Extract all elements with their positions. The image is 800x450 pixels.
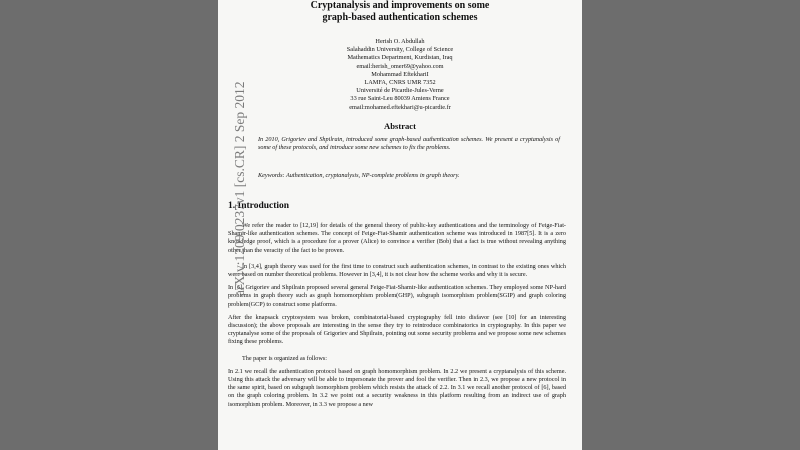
body-text [228,222,566,414]
author-email: email:herish_omer69@yahoo.com [356,62,444,70]
section-heading: 1. Introduction [228,201,290,211]
abstract-heading: Abstract [384,121,416,131]
paragraph: In 2.1 we recall the authentication protocol based on graph homomorphism problem. In 2.2 we present a cryptanalysis of this scheme. Using this attack the adversary will be able to impersonate the prover and fool the verifier. Then in 2.3, we propose a new protocol in the same spirit, based on subgraph isomorphism problem which resists the attack of 2.2. In 3.1 we recall another protocol of [6], based on the graph coloring problem. In 3.2 we point out a security weakness in this platform resulting from an indirect use of graph isomorphism problem. Moreover, in 3.3 we propose a new [228,367,566,408]
paragraph: In [6], Grigoriev and Shpilrain proposed several general Feige-Fiat-Shamir-like authentication schemes. They employed some NP-hard problems in graph theory such as graph homomorphism problem(GHP), subgraph isomorphism problem(SGIP) and graph coloring problem(GCP) to construct some platforms. [228,284,566,308]
author-affiliation: LAMFA, CNRS UMR 7352 [364,79,436,87]
author-affiliation: Mathematics Department, Kurdistan, Iraq [347,54,453,62]
title-line: Cryptanalysis and improvements on some [310,0,490,11]
abstract-text: In 2010, Grigoriev and Shpilrain, introduced some graph-based authentication schemes. We present a cryptanalysis of some of these protocols, and introduce some new schemes to fix the problems. [258,136,560,151]
author-affiliation: Université de Picardie-Jules-Verne [356,87,444,95]
viewer-background-right [582,0,800,450]
arxiv-identifier-stamp: arXiv:1209.0237v1 [cs.CR] 2 Sep 2012 [232,81,247,296]
paragraph: In [3,4], graph theory was used for the first time to construct such authentication schemes, in contrast to the existing ones which were based on number theoretical problems. However in [3,4], it is not clear how the scheme works and why it is secure. [228,262,566,279]
author-affiliation: Salahaddin University, College of Science [346,46,454,54]
author-email: email:mohamed.eftekhari@u-picardie.fr [349,103,451,111]
keywords: Keywords: Authentication, cryptanalysis, NP-complete problems in graph theory. [258,172,460,179]
viewer-background-left [0,0,218,450]
paragraph: We refer the reader to [12,19] for details of the general theory of public-key authentications and the terminology of Feige-Fiat-Shamir-like authentication schemes. The concept of Feige-Fiat-Shamir authentication scheme was introduced in 1987[5]. It is a zero knowledge proof, which is a procedure for a prover (Alice) to convince a verifier (Bob) that a fact is true without revealing anything other than the veracity of the fact to be proven. [228,222,566,254]
title-line: graph-based authentication schemes [322,12,478,23]
author-address: 33 rue Saint-Leu 80039 Amiens France [350,95,450,103]
author-name: Herish O. Abdullah [375,38,425,45]
author-name: Mohammad EftekhariI [371,70,429,78]
paragraph: The paper is organized as follows: [242,354,327,362]
paragraph: After the knapsack cryptosystem was broken, combinatorial-based cryptography fell into disfavor (see [10] for an interesting discussion); the above proposals are interesting in the sense they try to reintroduce combinatorics in cryptography. In this paper we cryptanalyse some of the proposals of Grigoriev and Shpilrain, pointing out some security problems and we propose some new schemes fixing these problems. [228,313,566,346]
paper-title [218,0,582,24]
paper-page[interactable] [218,0,582,450]
author-block [218,38,582,112]
